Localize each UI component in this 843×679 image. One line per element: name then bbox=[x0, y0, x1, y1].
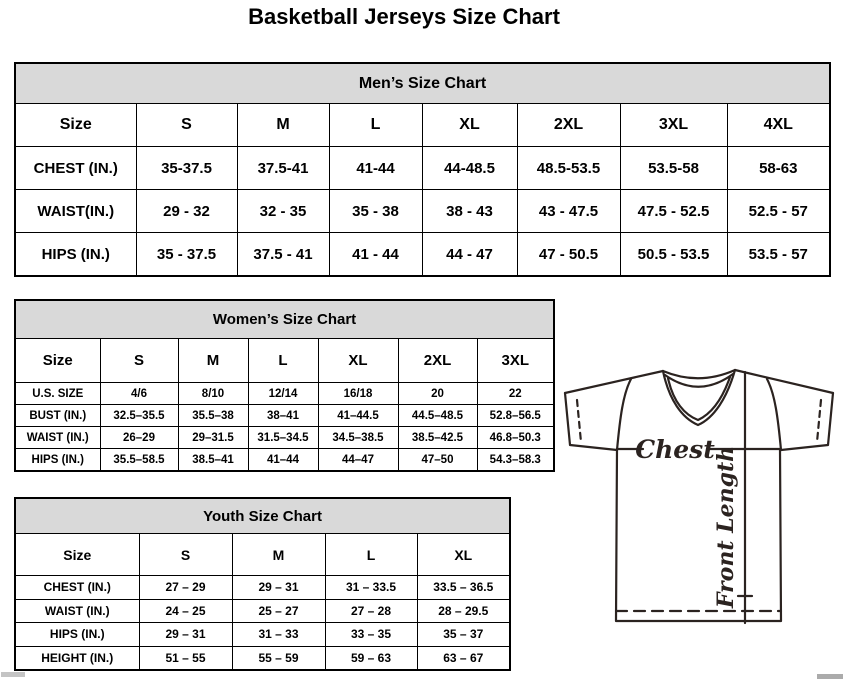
size-cell: 63 – 67 bbox=[417, 646, 510, 670]
womens-column-header-m: M bbox=[178, 339, 248, 383]
size-cell: 35 – 37 bbox=[417, 623, 510, 647]
youth-chest-row bbox=[15, 576, 510, 600]
size-cell: 44–47 bbox=[318, 449, 398, 472]
mens-waist-row bbox=[15, 190, 830, 233]
size-cell: 55 – 59 bbox=[232, 646, 325, 670]
womens-bust-row bbox=[15, 405, 554, 427]
size-cell: 31 – 33.5 bbox=[325, 576, 417, 600]
size-cell: 31 – 33 bbox=[232, 623, 325, 647]
size-cell: 4/6 bbox=[100, 383, 178, 405]
row-label: U.S. SIZE bbox=[15, 383, 100, 405]
row-label: WAIST (IN.) bbox=[15, 599, 139, 623]
jersey-sleeve-right-seam bbox=[767, 379, 781, 450]
size-cell: 12/14 bbox=[248, 383, 318, 405]
youth-column-header-s: S bbox=[139, 534, 232, 576]
size-cell: 35 - 38 bbox=[329, 190, 422, 233]
size-cell: 29 – 31 bbox=[139, 623, 232, 647]
size-cell: 47 - 50.5 bbox=[517, 233, 620, 277]
size-cell: 41–44 bbox=[248, 449, 318, 472]
mens-column-header-l: L bbox=[329, 104, 422, 147]
mens-hips-row bbox=[15, 233, 830, 277]
mens-column-header-m: M bbox=[237, 104, 329, 147]
jersey-shoulder-right bbox=[735, 370, 833, 393]
jersey-sleeve-right bbox=[781, 393, 833, 450]
size-cell: 43 - 47.5 bbox=[517, 190, 620, 233]
size-cell: 29–31.5 bbox=[178, 427, 248, 449]
jersey-diagram bbox=[555, 360, 843, 660]
size-cell: 24 – 25 bbox=[139, 599, 232, 623]
jersey-sleeve-left-seam bbox=[617, 379, 631, 450]
size-cell: 27 – 28 bbox=[325, 599, 417, 623]
size-cell: 53.5-58 bbox=[620, 147, 727, 190]
size-cell: 35-37.5 bbox=[136, 147, 237, 190]
row-label: HEIGHT (IN.) bbox=[15, 646, 139, 670]
mens-table-title: Men’s Size Chart bbox=[15, 63, 830, 104]
youth-size-table bbox=[14, 497, 511, 671]
youth-hips-row bbox=[15, 623, 510, 647]
size-cell: 44 - 47 bbox=[422, 233, 517, 277]
size-cell: 38 - 43 bbox=[422, 190, 517, 233]
chest-label: Chest bbox=[635, 435, 715, 464]
size-cell: 44.5–48.5 bbox=[398, 405, 477, 427]
youth-column-header-xl: XL bbox=[417, 534, 510, 576]
womens-size-table bbox=[14, 299, 555, 472]
mens-column-header-xl: XL bbox=[422, 104, 517, 147]
mens-size-table bbox=[14, 62, 831, 277]
size-cell: 46.8–50.3 bbox=[477, 427, 554, 449]
mens-column-header-4xl: 4XL bbox=[727, 104, 830, 147]
row-label: CHEST (IN.) bbox=[15, 147, 136, 190]
size-cell: 50.5 - 53.5 bbox=[620, 233, 727, 277]
jersey-sleeve-left bbox=[565, 393, 617, 450]
womens-column-header-2xl: 2XL bbox=[398, 339, 477, 383]
size-cell: 33 – 35 bbox=[325, 623, 417, 647]
size-cell: 32.5–35.5 bbox=[100, 405, 178, 427]
size-cell: 47.5 - 52.5 bbox=[620, 190, 727, 233]
size-cell: 32 - 35 bbox=[237, 190, 329, 233]
youth-height-row bbox=[15, 646, 510, 670]
front-length-label: Front Length bbox=[713, 445, 739, 609]
womens-column-header-size: Size bbox=[15, 339, 100, 383]
size-cell: 48.5-53.5 bbox=[517, 147, 620, 190]
size-cell: 35.5–58.5 bbox=[100, 449, 178, 472]
size-cell: 33.5 – 36.5 bbox=[417, 576, 510, 600]
womens-hips-row bbox=[15, 449, 554, 472]
size-cell: 28 – 29.5 bbox=[417, 599, 510, 623]
size-cell: 41–44.5 bbox=[318, 405, 398, 427]
size-cell: 35.5–38 bbox=[178, 405, 248, 427]
size-cell: 38–41 bbox=[248, 405, 318, 427]
size-cell: 16/18 bbox=[318, 383, 398, 405]
size-cell: 25 – 27 bbox=[232, 599, 325, 623]
youth-column-header-m: M bbox=[232, 534, 325, 576]
horizontal-scrollbar-fragment-right[interactable] bbox=[817, 674, 843, 679]
size-cell: 22 bbox=[477, 383, 554, 405]
mens-column-header-size: Size bbox=[15, 104, 136, 147]
row-label: CHEST (IN.) bbox=[15, 576, 139, 600]
size-cell: 58-63 bbox=[727, 147, 830, 190]
jersey-sleeve-left-cuff-dashes bbox=[577, 400, 581, 442]
size-cell: 20 bbox=[398, 383, 477, 405]
womens-waist-row bbox=[15, 427, 554, 449]
size-cell: 31.5–34.5 bbox=[248, 427, 318, 449]
womens-column-header-l: L bbox=[248, 339, 318, 383]
jersey-body-outline bbox=[616, 449, 781, 621]
size-cell: 27 – 29 bbox=[139, 576, 232, 600]
jersey-sleeve-right-cuff-dashes bbox=[817, 400, 821, 442]
row-label: HIPS (IN.) bbox=[15, 233, 136, 277]
size-cell: 59 – 63 bbox=[325, 646, 417, 670]
size-cell: 38.5–42.5 bbox=[398, 427, 477, 449]
womens-us-size-row bbox=[15, 383, 554, 405]
womens-column-header-xl: XL bbox=[318, 339, 398, 383]
size-cell: 29 – 31 bbox=[232, 576, 325, 600]
row-label: WAIST (IN.) bbox=[15, 427, 100, 449]
size-cell: 38.5–41 bbox=[178, 449, 248, 472]
mens-column-header-2xl: 2XL bbox=[517, 104, 620, 147]
size-cell: 41 - 44 bbox=[329, 233, 422, 277]
size-cell: 35 - 37.5 bbox=[136, 233, 237, 277]
size-cell: 53.5 - 57 bbox=[727, 233, 830, 277]
size-cell: 51 – 55 bbox=[139, 646, 232, 670]
row-label: WAIST(IN.) bbox=[15, 190, 136, 233]
row-label: HIPS (IN.) bbox=[15, 623, 139, 647]
size-cell: 8/10 bbox=[178, 383, 248, 405]
size-cell: 52.8–56.5 bbox=[477, 405, 554, 427]
youth-column-header-l: L bbox=[325, 534, 417, 576]
size-cell: 29 - 32 bbox=[136, 190, 237, 233]
mens-column-header-s: S bbox=[136, 104, 237, 147]
jersey-collar-v-inner bbox=[668, 377, 730, 420]
jersey-shoulder-left bbox=[565, 371, 663, 393]
row-label: HIPS (IN.) bbox=[15, 449, 100, 472]
size-cell: 34.5–38.5 bbox=[318, 427, 398, 449]
youth-column-header-size: Size bbox=[15, 534, 139, 576]
size-cell: 37.5 - 41 bbox=[237, 233, 329, 277]
mens-column-header-3xl: 3XL bbox=[620, 104, 727, 147]
womens-column-header-3xl: 3XL bbox=[477, 339, 554, 383]
womens-column-header-s: S bbox=[100, 339, 178, 383]
mens-chest-row bbox=[15, 147, 830, 190]
size-cell: 54.3–58.3 bbox=[477, 449, 554, 472]
youth-waist-row bbox=[15, 599, 510, 623]
horizontal-scrollbar-fragment-left[interactable] bbox=[1, 672, 25, 677]
page-title: Basketball Jerseys Size Chart bbox=[248, 4, 560, 29]
size-cell: 37.5-41 bbox=[237, 147, 329, 190]
row-label: BUST (IN.) bbox=[15, 405, 100, 427]
size-cell: 41-44 bbox=[329, 147, 422, 190]
size-cell: 47–50 bbox=[398, 449, 477, 472]
size-cell: 52.5 - 57 bbox=[727, 190, 830, 233]
womens-table-title: Women’s Size Chart bbox=[15, 300, 554, 339]
youth-table-title: Youth Size Chart bbox=[15, 498, 510, 534]
size-cell: 44-48.5 bbox=[422, 147, 517, 190]
jersey-collar-back bbox=[663, 370, 735, 378]
size-cell: 26–29 bbox=[100, 427, 178, 449]
